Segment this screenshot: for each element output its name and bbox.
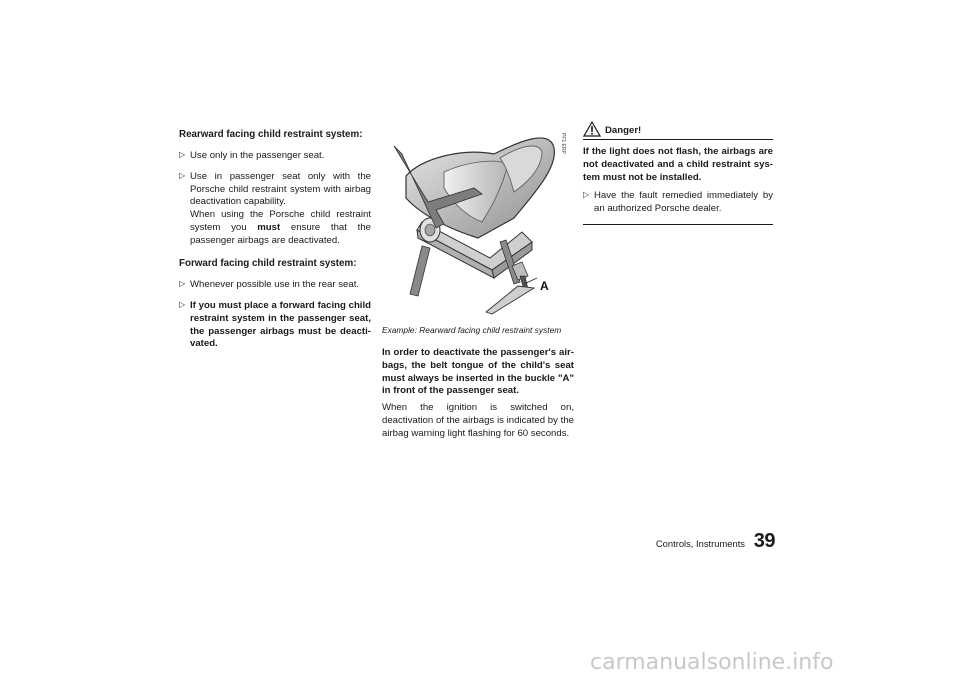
warning-light-info: When the ignition is switched on, deactivation of the airbags is indicated by the airbag warning light flashing for 60 seconds. <box>382 402 574 439</box>
bullet-arrow-icon: ▷ <box>583 190 590 200</box>
warning-triangle-icon <box>583 121 601 137</box>
list-item-note: When using the Porsche child restraint system you must ensure that the passenger airbags are deactivated. <box>190 209 371 246</box>
danger-divider <box>583 224 773 225</box>
page-footer <box>655 530 775 552</box>
list-item: ▷ Whenever possible use in the rear seat. <box>179 279 360 291</box>
figure-caption: Example: Rearward facing child restraint system <box>382 325 562 335</box>
list-item: ▷ Use only in the passenger seat. <box>179 150 325 162</box>
bullet-arrow-icon: ▷ <box>179 170 186 180</box>
list-item: ▷ Use in passenger seat only with the Porsche child restraint system with airbag deactivation capability. When using the Porsche child restraint system you must ensure that the passenger airbags are deactivated. <box>179 170 371 246</box>
danger-box <box>583 124 773 225</box>
heading-rearward: Rearward facing child restraint system: <box>179 129 363 140</box>
danger-text: If the light does not flash, the airbags are not deactivated and a child restraint sys-tem must not be installed. <box>583 146 773 183</box>
emphasis-must: must <box>257 221 281 233</box>
watermark: carmanualsonline.info <box>590 650 834 675</box>
deactivation-instruction: In order to deactivate the passenger's air-bags, the belt tongue of the child's seat must always be inserted in the buckle "A" in front of the passenger seat. <box>382 347 574 397</box>
page-number: 39 <box>753 530 775 552</box>
child-seat-illustration <box>382 118 574 323</box>
list-item-warning: ▷ If you must place a forward facing child restraint system in the passenger seat, the passenger airbags must be deacti-vated. <box>179 300 371 350</box>
bullet-arrow-icon: ▷ <box>179 150 186 160</box>
danger-label: Danger! <box>605 124 642 136</box>
heading-forward: Forward facing child restraint system: <box>179 258 357 270</box>
section-title: Controls, Instruments <box>655 538 745 549</box>
bullet-arrow-icon: ▷ <box>179 279 186 289</box>
danger-header <box>583 120 773 140</box>
left-column <box>179 128 371 359</box>
list-item: ▷ Have the fault remedied immediately by an authorized Porsche dealer. <box>583 190 773 214</box>
figure-label-a: A <box>540 279 549 293</box>
bullet-arrow-icon: ▷ <box>179 300 186 310</box>
figure-reference: PF1 ERP <box>560 133 566 154</box>
